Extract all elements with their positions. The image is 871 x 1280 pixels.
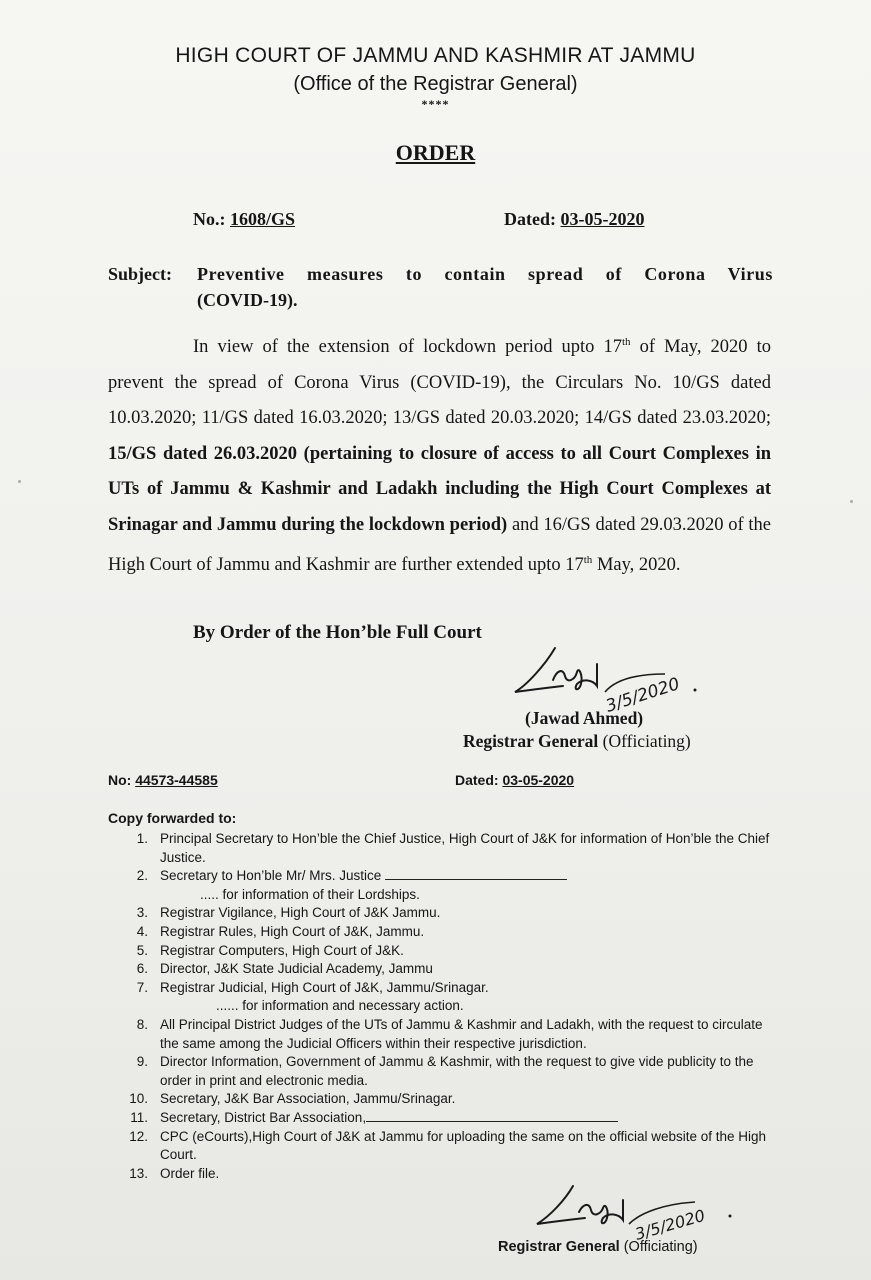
list-item-number: 3.: [136, 905, 148, 921]
list-item-text: Director Information, Government of Jammu & Kashmir, with the request to give vide publicity to the order in print and electronic media.: [160, 1054, 754, 1088]
list-item-number: 12.: [129, 1128, 148, 1144]
order-body: [108, 325, 771, 584]
copy-number-value: 44573-44585: [135, 772, 218, 788]
list-item-number: 8.: [136, 1016, 148, 1032]
list-item-text: Director, J&K State Judicial Academy, Jammu: [160, 961, 433, 977]
copy-number: [108, 772, 218, 788]
blank-line: [385, 878, 567, 880]
by-order-line: By Order of the Hon’ble Full Court: [193, 622, 482, 643]
subject-label: Subject:: [108, 264, 172, 284]
list-item-number: 5.: [136, 942, 148, 958]
paper-speck: [850, 500, 853, 503]
body-text-1: In view of the extension of lockdown period upto 17: [193, 337, 622, 358]
body-text-3: and 16/GS dated 29.03.2020 of the High Court of Jammu and Kashmir are further extended upto 17: [108, 514, 772, 576]
paper-speck: [18, 480, 21, 483]
list-item-text: Secretary to Hon’ble Mr/ Mrs. Justice: [160, 868, 382, 884]
heading-stars: ****: [421, 97, 450, 111]
order-date-value: 03-05-2020: [560, 209, 645, 229]
list-item: [108, 942, 774, 961]
list-item: [108, 923, 774, 942]
subject-line-2: (COVID-19).: [197, 290, 298, 310]
list-item: [108, 867, 774, 904]
list-item-number: 11.: [130, 1109, 148, 1125]
list-item-text: Registrar Vigilance, High Court of J&K Jammu.: [160, 905, 441, 921]
order-number: [193, 209, 295, 230]
order-date: [504, 209, 645, 230]
order-date-label: Dated:: [504, 209, 556, 229]
list-item: [108, 979, 774, 1016]
list-item-number: 6.: [136, 961, 148, 977]
signatory-title: [463, 731, 691, 752]
body-text-bold: 15/GS dated 26.03.2020 (pertaining to closure of access to all Court Complexes in UTs of Jammu & Kashmir and Ladakh including the High Court Complexes at Srinagar and Jammu during the lockdown period): [108, 443, 771, 535]
signatory-title-bold: Registrar General: [463, 731, 599, 751]
body-sup-2: th: [583, 554, 593, 567]
distribution-list: [108, 830, 774, 1183]
subject-line-1: Preventive measures to contain spread of Corona Virus: [197, 264, 773, 284]
order-number-value: 1608/GS: [230, 209, 296, 229]
list-item: [108, 830, 774, 867]
list-item-text: Secretary, District Bar Association,: [160, 1109, 367, 1125]
list-item: [108, 1090, 774, 1109]
list-item-number: 4.: [136, 923, 148, 939]
list-item-text: CPC (eCourts),High Court of J&K at Jammu for uploading the same on the official website of the High Court.: [160, 1128, 767, 1163]
list-item: [108, 960, 774, 979]
copy-number-label: No:: [108, 772, 132, 788]
list-item-text-continuation: ..... for information of their Lordships.: [200, 886, 420, 902]
blank-line: [366, 1120, 618, 1122]
copy-date: [455, 772, 574, 788]
list-item-text: All Principal District Judges of the UTs of Jammu & Kashmir and Ladakh, with the request to circulate the same among the Judicial Officers within their respective jurisdiction.: [160, 1016, 763, 1051]
copy-forwarded-label: Copy forwarded to:: [108, 810, 237, 826]
list-item-text: Principal Secretary to Hon’ble the Chief Justice, High Court of J&K for information of Hon’ble the Chief Justice.: [160, 831, 770, 865]
copy-signatory-title-bold: Registrar General: [498, 1239, 620, 1255]
list-item: [108, 1128, 774, 1165]
copy-date-value: 03-05-2020: [502, 772, 575, 788]
list-item: [108, 1053, 774, 1090]
list-item: [108, 904, 774, 923]
copy-date-label: Dated:: [455, 772, 499, 788]
body-paragraph: [108, 325, 771, 584]
list-item-number: 7.: [136, 979, 148, 995]
court-heading: HIGH COURT OF JAMMU AND KASHMIR AT JAMMU: [175, 44, 696, 67]
list-item-text: Registrar Judicial, High Court of J&K, Jammu/Srinagar.: [160, 979, 489, 995]
copy-signatory-title-rest: (Officiating): [619, 1239, 698, 1255]
list-item: [108, 1016, 774, 1053]
copy-signatory-title: [498, 1239, 698, 1255]
body-sup-1: th: [622, 336, 631, 348]
list-item-text: Registrar Rules, High Court of J&K, Jammu.: [160, 923, 425, 939]
list-item-text: Order file.: [160, 1165, 220, 1181]
list-item-text: Secretary, J&K Bar Association, Jammu/Srinagar.: [160, 1091, 456, 1107]
list-item-number: 10.: [129, 1091, 148, 1107]
list-item-number: 9.: [136, 1054, 148, 1070]
list-item-number: 13.: [129, 1165, 148, 1181]
list-item-number: 1.: [136, 831, 148, 846]
order-number-label: No.:: [193, 209, 226, 229]
order-title-text: ORDER: [395, 140, 476, 165]
list-item-text-continuation: ...... for information and necessary action.: [216, 998, 464, 1014]
signature-2-date: 3/5/2020: [632, 1205, 708, 1244]
signatory-title-rest: (Officiating): [598, 731, 691, 751]
body-text-4: May, 2020.: [592, 555, 681, 576]
list-item-text: Registrar Computers, High Court of J&K.: [160, 942, 404, 958]
body-text-2: of May, 2020 to prevent the spread of Corona Virus (COVID-19), the Circulars No. 10/GS dated 10.03.2020; 11/GS dated 16.03.2020; 13/GS dated 20.03.2020; 14/GS dated 23.03.2020;: [108, 337, 772, 429]
signature-date: 3/5/2020: [603, 674, 683, 717]
signatory-name: (Jawad Ahmed): [525, 708, 644, 728]
office-subheading: (Office of the Registrar General): [293, 73, 578, 95]
list-item: [108, 1109, 774, 1128]
order-title: [0, 140, 871, 166]
list-item-number: 2.: [136, 868, 148, 884]
